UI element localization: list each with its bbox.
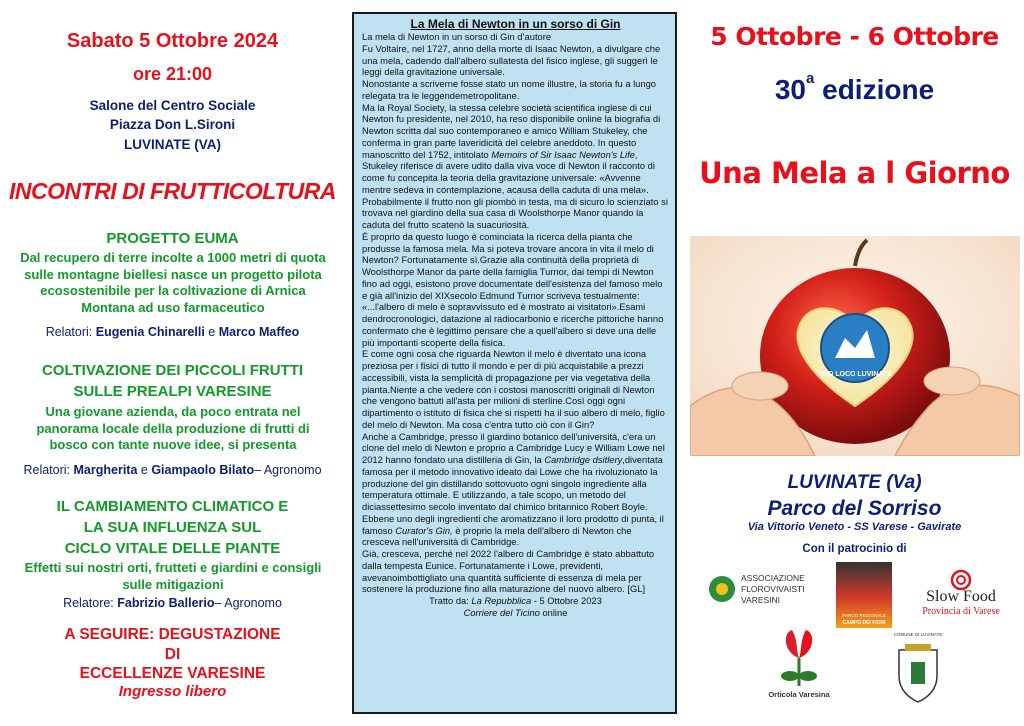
incontri-heading: INCONTRI DI FRUTTICOLTURA — [9, 178, 336, 204]
afv-logo — [707, 570, 817, 614]
section-2-speakers: Relatori: Margherita e Giampaolo Bilato– Agronomo — [23, 463, 322, 477]
ingresso-libero: Ingresso libero — [118, 683, 227, 700]
parco-campo-dei-fiori-logo — [836, 562, 892, 628]
section-1-body: Dal recupero di terre incolte a 1000 metri di quota sulle montagne biellesi nasce un progetto pilota ecosostenibile per la coltivazione di Arnica Montana ad uso farmaceutico — [20, 250, 326, 315]
event-time: ore 21:00 — [132, 64, 213, 84]
afv-line-1: ASSOCIAZIONE — [741, 573, 805, 583]
article-paragraph: Probabilmente il frutto non gli piombò in testa, ma di sicuro lo scienziato si trovava nel giardino della sua casa di Woolsthorpe Manor quando la caduta del frutto scatenò la suacuriosità. — [362, 196, 668, 230]
parco-logo-line-2: CAMPO DEI FIORI — [842, 620, 886, 626]
section-3-title-line-3: CICLO VITALE DELLE PIANTE — [64, 540, 281, 557]
proloco-logo-text: PRO LOCO LUVINATE — [818, 371, 892, 378]
article-paragraph: Nonostante a scriverne fosse stato un nome illustre, la storia fu a lungo relegata tra le leggendemetropolitane. — [362, 79, 656, 101]
article-paragraph: Fu Voltaire, nel 1727, anno della morte di Isaac Newton, a divulgare che una mela, cadendo dall'albero sullatesta del fisico inglese, gli suggerì le leggi della gravitazione universale. — [362, 43, 661, 78]
article-title: La Mela di Newton in un sorso di Gin — [410, 17, 621, 31]
event-date: Sabato 5 Ottobre 2024 — [66, 30, 279, 52]
festival-name: Una Mela a l Giorno — [699, 156, 1010, 190]
edition-heading: 30$^a$ edizione — [774, 70, 935, 105]
afv-line-3: VARESINI — [741, 595, 781, 605]
section-2-body: Una giovane azienda, da poco entrata nel panorama locale della produzione di frutti di bosco con tante nuove idee, si presenta — [36, 404, 310, 452]
afv-line-2: FLOROVIVAISTI — [741, 584, 805, 594]
patrocinio-label: Con il patrocinio di — [802, 543, 907, 555]
article-paragraph: E come ogni cosa che riguarda Newton il melo è diventato una icona preziosa per i fisici di tutto il mondo e per di più acquistabile a prezzi accessibili, vista la semplicità di propagazione per via vegetativa della pianta.Niente a che vedere con i costosi manoscritti originali di Newton che vengono battuti all'asta per milioni di sterline.Così oggi ogni dipartimento o istituto di fisica che si rispetti ha il suo albero di melo, figlio del melo di Newton. Ma cosa c'entra tutto ciò con il Gin? — [362, 349, 665, 430]
festival-dates: 5 Ottobre - 6 Ottobre — [710, 22, 999, 51]
location-town: LUVINATE (Va) — [787, 472, 922, 493]
location-park: Parco del Sorriso — [767, 497, 942, 520]
venue-line-1: Salone del Centro Sociale — [89, 98, 256, 113]
left-column — [0, 0, 345, 726]
section-1-title: PROGETTO EUMA — [106, 230, 239, 247]
slow-food-sub: Provincia di Varese — [922, 606, 1000, 617]
article-paragraph: Già, cresceva, perché nel 2022 l'albero di Cambridge è stato abbattuto dalla tempesta Eunice. Fortunatamente i Lowe, previdenti, avevanoimbottigliato una quantità sufficiente di essenza di mela per sostenere la produzione fino alla maturazione del nuovo albero. [GL] — [362, 549, 655, 595]
section-3-title-line-1: IL CAMBIAMENTO CLIMATICO E — [56, 498, 289, 515]
apple-hands-photo — [690, 236, 1020, 456]
location-address: Via Vittorio Veneto - SS Varese - Gavirate — [747, 521, 962, 533]
section-3-body: Effetti sui nostri orti, frutteti e giardini e consigli sulle mitigazioni — [24, 560, 322, 592]
article-paragraph: Anche a Cambridge, presso il giardino botanico dell'università, c'era un clone del melo di Newton e proprio a Cambridge Lucy e William Lowe nel 2012 hanno fondato una distilleria di Gin, la Cambridge dsitlery,diventata famosa per il metodo innovativo ideato dai Lowe che ha rivoluzionato la produzione del gin distillando sottovuoto ogni singolo ingrediente alla temperatura ottimale. E utilizzando, a tale scopo, un metodo del diciassettesimo secolo inventato dal chimico britannico Robert Boyle. Ebbene uno degli ingredienti che aromatizzano il loro prodotto di punta, il famoso Curator's Gin, è proprio la mela dell'albero di Newton che cresceva nell'università di Cambridge. — [362, 431, 665, 548]
section-2-title-line-1: COLTIVAZIONE DEI PICCOLI FRUTTI — [41, 362, 304, 379]
comune-luvinate-logo — [888, 632, 948, 712]
seguire-line-2: DI — [164, 646, 181, 663]
article-panel — [352, 12, 677, 714]
seguire-line-3: ECCELLENZE VARESINE — [79, 665, 266, 682]
orticola-logo — [764, 628, 834, 714]
parco-logo-line-1: PARCO REGIONALE — [842, 613, 886, 618]
article-source: Tratto da: La Repubblica - 5 Ottobre 2023 Corriere del Ticino online — [429, 596, 602, 618]
article-paragraph: La mela di Newton in un sorso di Gin d’autore — [362, 32, 552, 42]
flower-icon — [707, 574, 737, 604]
orticola-text: Orticola Varesina — [768, 690, 830, 699]
article-body — [362, 32, 669, 596]
slow-food-text: Slow Food — [926, 588, 996, 605]
venue-line-2: Piazza Don L.Sironi — [109, 117, 236, 132]
apple-hands-illustration — [690, 236, 1020, 456]
seguire-line-1: A SEGUIRE: DEGUSTAZIONE — [64, 626, 281, 643]
cyclamen-icon — [774, 628, 824, 688]
slow-food-logo — [906, 568, 1016, 618]
article-paragraph: È proprio da questo luogo è cominciata la ricerca della pianta che produsse la famosa mela. Ma si poteva trovare ancora in vita il melo di Newton? Fortunatamente sì.Grazie alla continuità della proprietà di Woolsthorpe Manor da parte della famiglia Turnor, dai tempi di Newton fino ad oggi, esistono prove documentate dell'esistenza del famoso melo e già all'inizio del XIXsecolo Edmund Turnor scriveva testualmente: «...l'albero di melo è sopravvissuto ed è mostrato ai visitatori».Esami dendrocronologici, datazione al radiocarbonio e ricerche pittoriche hanno confermato che è legittimo pensare che a quell'albero si deve una delle più importanti scoperte della fisica. — [362, 231, 664, 348]
section-3-title-line-2: LA SUA INFLUENZA SUL — [83, 519, 262, 536]
section-2-title-line-2: SULLE PREALPI VARESINE — [73, 383, 272, 400]
section-1-speakers: Relatori: Eugenia Chinarelli e Marco Maffeo — [45, 325, 300, 339]
comune-text: COMUNE DI LUVINATE — [893, 632, 943, 637]
article-paragraph: Ma la Royal Society, la stessa celebre società scientifica inglese di cui Newton fu presidente, nel 2010, ha reso disponibile online la biografia di Newton scritta dal suo contemporaneo e amico William Stukeley, che conferma in gran parte laveridicità del celebre aneddoto. In questo manoscritto del 1752, intitolato Memoirs of Sir Isaac Newton's Life, Stukeley riferisce di avere udito dalla viva voce di Newton il racconto di come fu concepita la teoria della gravitazione universale: «Avvenne mentre sedeva in contemplazione, acausa della caduta di una mela». — [362, 102, 661, 195]
venue-line-3: LUVINATE (VA) — [124, 137, 221, 152]
section-3-speakers: Relatore: Fabrizio Ballerio– Agronomo — [63, 596, 282, 610]
coat-of-arms-icon — [895, 642, 941, 704]
